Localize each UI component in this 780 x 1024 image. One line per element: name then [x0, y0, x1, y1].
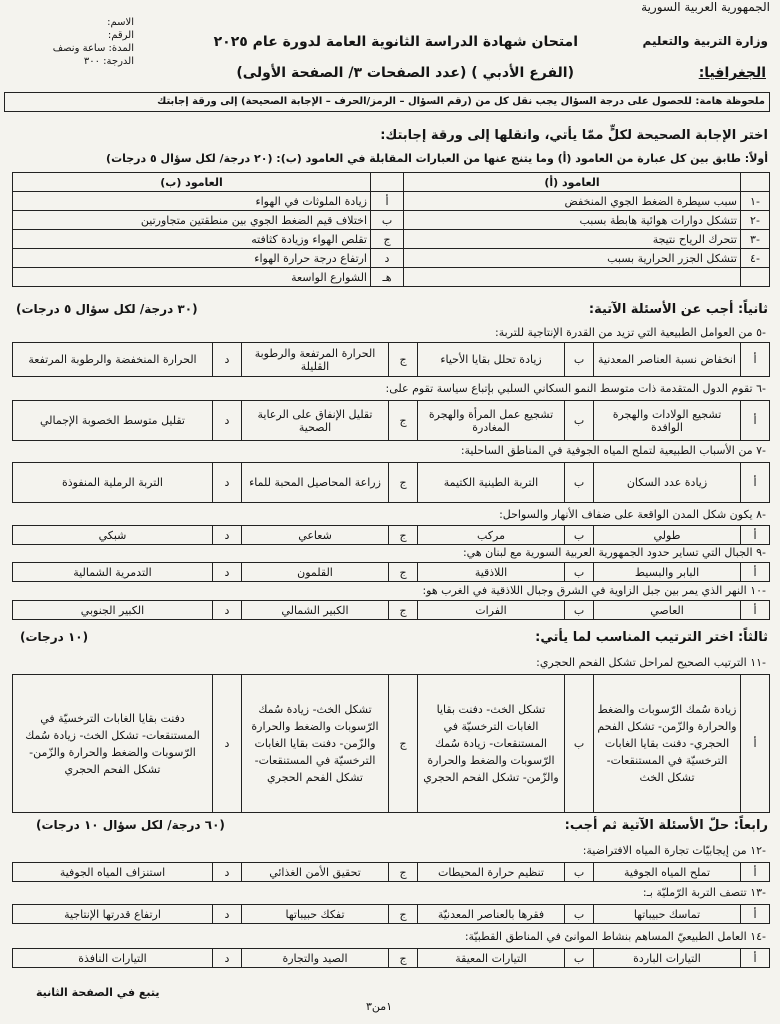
question-11: -١١ الترتيب الصحيح لمراحل تشكل الفحم الحجري:: [536, 656, 766, 669]
q6-options: [12, 400, 770, 441]
question-6: -٦ تقوم الدول المتقدمة ذات متوسط النمو السكاني السلبي بإتباع سياسة تقوم على:: [385, 382, 766, 395]
exam-title: امتحان شهادة الدراسة الثانوية العامة لدورة عام ٢٠٢٥: [213, 34, 578, 50]
q1-title: أولاً: طابق بين كل عبارة من العامود (أ) وما يتنج عنها من العبارات المقابلة في العامود (ب): (٢٠ درجة/ لكل سؤال ٥ درجات): [106, 152, 768, 165]
table-row: أ تشجيع الولادات والهجرة الوافدة ب تشجيع عمل المرأة والهجرة المغادرة ج تقليل الإنفاق على الرعاية الصحية د تقليل متوسط الخصوبة الإجمالي: [13, 401, 770, 441]
table-row: أ انخفاض نسبة العناصر المعدنية ب زيادة تحلل بقايا الأحياء ج الحرارة المرتفعة والرطوبة القليلة د الحرارة المنخفضة والرطوبة المرتفعة: [13, 343, 770, 377]
question-7: -٧ من الأسباب الطبيعية لتملح المياه الجوفية في المناطق الساحلية:: [460, 444, 766, 457]
table-row: أ طولي ب مركب ج شعاعي د شبكي: [13, 526, 770, 545]
student-info: [24, 16, 134, 68]
q13-options: [12, 904, 770, 924]
table-row: -٣ تتحرك الرياح نتيجة ج تقلص الهواء وزيادة كثافته: [13, 230, 770, 249]
q7-options: [12, 462, 770, 503]
name-label: الاسم:: [107, 17, 134, 28]
table-row: أ تماسك حبيباتها ب فقرها بالعناصر المعدنيّة ج تفكك حبيباتها د ارتفاع قدرتها الإنتاجية: [13, 905, 770, 924]
q5-options: [12, 342, 770, 377]
question-9: -٩ الجبال التي تساير حدود الجمهورية العربية السورية مع لبنان هي:: [462, 546, 766, 559]
main-instruction: اختر الإجابة الصحيحة لكلٍّ ممّا يأتي، وانقلها إلى ورقة إجابتك:: [380, 128, 768, 143]
table-row: أ زيادة عدد السكان ب التربة الطينية الكتيمة ج زراعة المحاصيل المحبة للماء د التربة الرملية المنفوذة: [13, 463, 770, 503]
table-row: أ تملح المياه الجوفية ب تنظيم حرارة المحيطات ج تحقيق الأمن الغذائي د استنزاف المياه الجوفية: [13, 863, 770, 882]
table-row: أ التيارات الباردة ب التيارات المعيقة ج الصيد والتجارة د التيارات النافذة: [13, 949, 770, 968]
question-5: -٥ من العوامل الطبيعية التي تزيد من القدرة الإنتاجية للتربة:: [495, 326, 766, 339]
question-10: -١٠ النهر الذي يمر بين جبل الزاوية في الشرق وجبال اللاذقية في الغرب هو:: [422, 584, 766, 597]
q11-options: [12, 674, 770, 813]
branch-pages: (الفرع الأدبي ) (عدد الصفحات ٣/ الصفحة الأولى): [236, 65, 574, 81]
grade-label: الدرجة: ٣٠٠: [83, 56, 134, 67]
table-row: -٢ تتشكل دوارات هوائية هابطة بسبب ب اختلاف قيم الضغط الجوي بين منطقتين متجاورتين: [13, 211, 770, 230]
continue-note: يتبع في الصفحة الثانية: [36, 986, 160, 999]
q3-marks: (١٠ درجات): [20, 630, 89, 644]
q14-options: [12, 948, 770, 968]
matching-table: [12, 172, 770, 287]
exam-page: [6, 0, 774, 1024]
q8-options: [12, 525, 770, 545]
duration-label: المدة: ساعة ونصف: [52, 43, 134, 54]
question-13: -١٣ تتصف التربة الرّمليّة بـ:: [642, 886, 766, 899]
table-row: أ زيادة سُمك الرّسوبات والضغط والحرارة والزّمن- تشكل الفحم الحجري- دفنت بقايا الغابات الترخسيّة في المستنقعات- تشكل الخث ب تشكل الخث- دفنت بقايا الغابات الترخسيّة في المستنقعات- زيادة سُمك الرّسوبات والضغط والحرارة والزّمن- تشكل الفحم الحجري ج تشكل الخث- زيادة سُمك الرّسوبات والضغط والحرارة والزّمن- دفنت بقايا الغابات الترخسيّة في المستنقعات- تشكل الفحم الحجري د دفنت بقايا الغابات الترخسيّة في المستنقعات- تشكل الخث- زيادة سُمك الرّسوبات والضغط والحرارة والزّمن- تشكل الفحم الحجري: [13, 675, 770, 813]
subject-title: الجغرافيا:: [698, 65, 766, 81]
table-row: أ البابر والبسيط ب اللاذقية ج القلمون د التدمرية الشمالية: [13, 563, 770, 582]
important-note: ملحوظة هامة: للحصول على درجة السؤال يجب نقل كل من (رقم السؤال – الرمز/الحرف – الإجابة الصحيحة) إلى ورقة إجابتك: [4, 92, 770, 112]
q2-title: ثانياً: أجب عن الأسئلة الآتية:: [588, 302, 768, 317]
question-14: -١٤ العامل الطبيعيّ المساهم بنشاط الموانئ في المناطق القطبيّة:: [464, 930, 766, 943]
q4-title: رابعاً: حلّ الأسئلة الآتية ثم أجب:: [564, 818, 768, 833]
q10-options: [12, 600, 770, 620]
table-row: هـ الشوارع الواسعة: [13, 268, 770, 287]
q3-title: ثالثاً: اختر الترتيب المناسب لما يأتي:: [535, 630, 768, 645]
table-row: -٤ تتشكل الجزر الحرارية بسبب د ارتفاع درجة حرارة الهواء: [13, 249, 770, 268]
q12-options: [12, 862, 770, 882]
ministry-label: وزارة التربية والتعليم: [642, 34, 768, 48]
number-label: الرقم:: [107, 30, 134, 41]
republic-label: الجمهورية العربية السورية: [641, 0, 770, 14]
table-row: أ العاصي ب الفرات ج الكبير الشمالي د الكبير الجنوبي: [13, 601, 770, 620]
table-row: -١ سبب سيطرة الضغط الجوي المنخفض أ زيادة الملوثات في الهواء: [13, 192, 770, 211]
q2-marks: (٣٠ درجة/ لكل سؤال ٥ درجات): [16, 302, 198, 316]
q4-marks: (٦٠ درجة/ لكل سؤال ١٠ درجات): [36, 818, 225, 832]
col-b-header: العامود (ب): [13, 173, 371, 192]
q9-options: [12, 562, 770, 582]
question-8: -٨ يكون شكل المدن الواقعة على ضفاف الأنهار والسواحل:: [499, 508, 766, 521]
col-a-header: العامود (أ): [404, 173, 741, 192]
question-12: -١٢ من إيجابيّات تجارة المياه الافتراضية:: [582, 844, 766, 857]
page-number: ١من٣: [366, 1000, 393, 1013]
